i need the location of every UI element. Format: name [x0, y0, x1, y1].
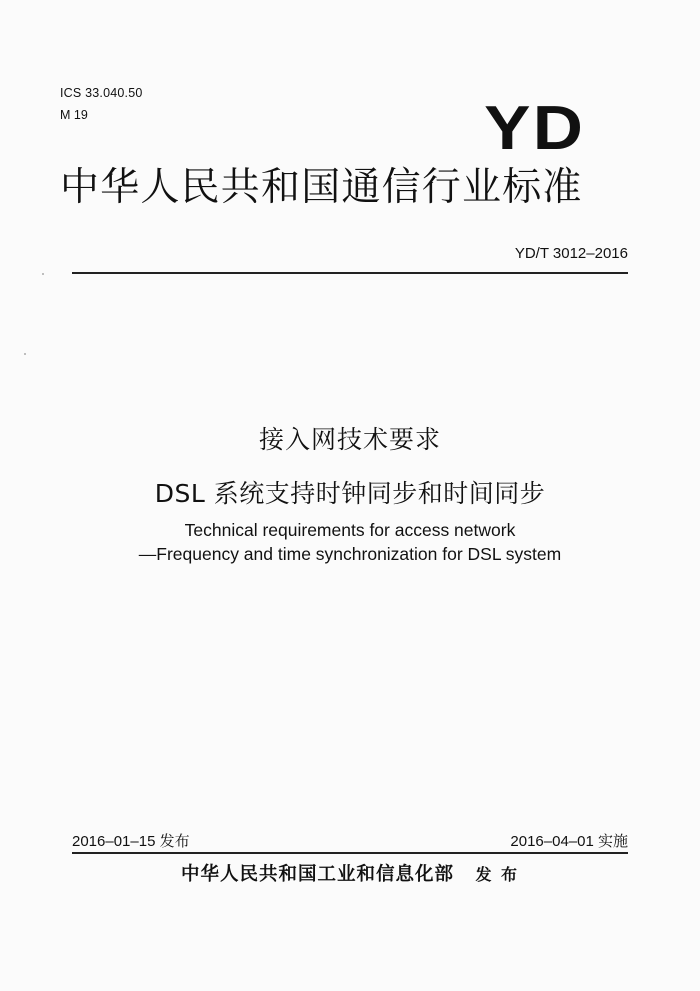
yd-logo: YD: [484, 94, 585, 163]
english-title-line-1: Technical requirements for access network: [184, 520, 516, 540]
scan-speck: [24, 353, 26, 355]
scan-speck: [42, 273, 44, 275]
issue-date: 2016–01–15 发布: [72, 833, 190, 850]
standard-number: YD/T 3012–2016: [514, 245, 628, 262]
publisher-name: 中华人民共和国工业和信息化部: [180, 864, 454, 885]
chinese-title-line-1: 接入网技术要求: [258, 425, 441, 454]
ccs-code: M 19: [60, 108, 88, 122]
chinese-title-line-2: DSL 系统支持时钟同步和时间同步: [154, 479, 546, 508]
implementation-date: 2016–04–01 实施: [510, 833, 628, 850]
ics-code: ICS 33.040.50: [60, 86, 143, 100]
publisher-suffix: 发 布: [475, 865, 520, 884]
publisher-line: [0, 860, 700, 886]
bottom-divider: [72, 852, 628, 854]
standard-category-title: 中华人民共和国通信行业标准: [60, 165, 583, 210]
english-title-line-2: —Frequency and time synchronization for DSL system: [138, 544, 562, 564]
top-divider: [72, 272, 628, 274]
